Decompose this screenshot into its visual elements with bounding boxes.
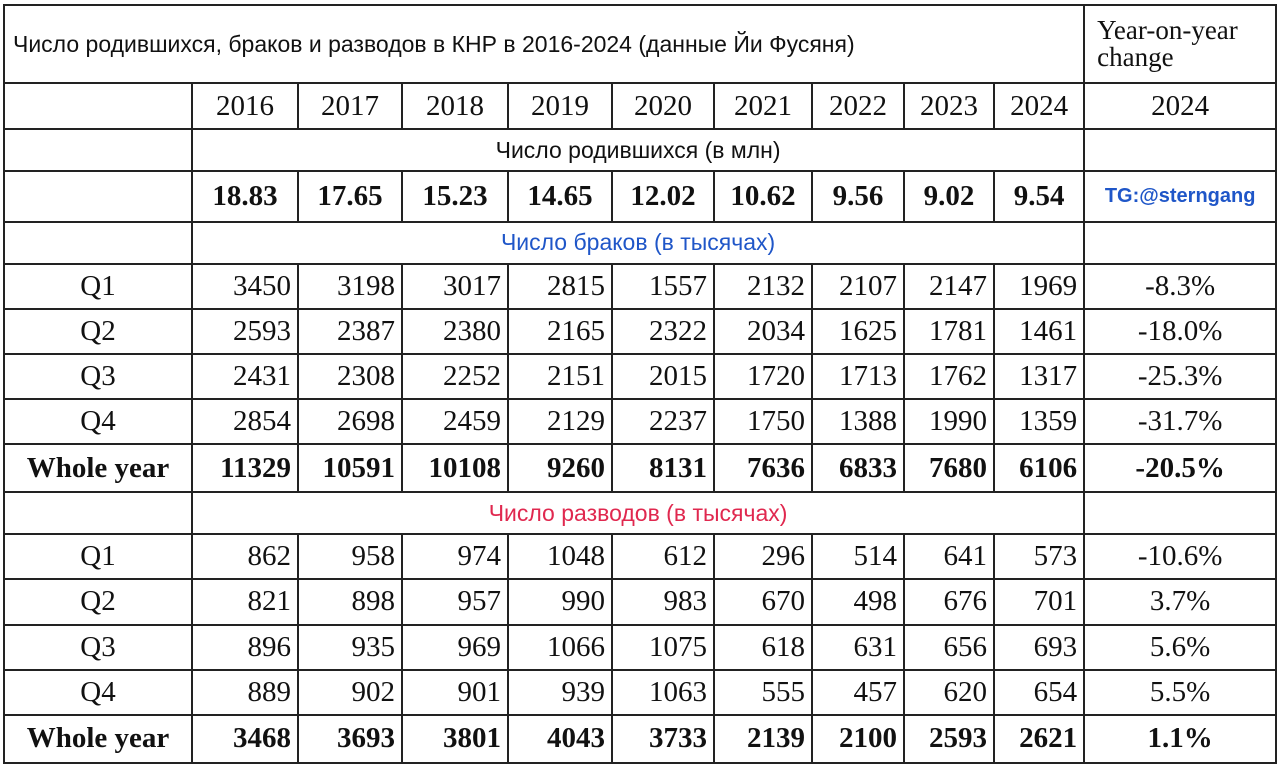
value-cell: 2015 [612,354,714,399]
value-cell: 935 [298,625,402,670]
value-cell: 889 [192,670,298,715]
value-cell: 701 [994,579,1084,624]
births-section-title: Число родившихся (в млн) [192,129,1084,171]
value-cell: 1781 [904,309,994,354]
yoy-change-cell: 5.6% [1084,625,1276,670]
value-cell: 896 [192,625,298,670]
year-header: 2020 [612,83,714,129]
births-value: 18.83 [192,171,298,221]
yoy-change-cell: -10.6% [1084,534,1276,579]
table-title: Число родившихся, браков и разводов в КНР в 2016-2024 (данные Йи Фусяня) [4,5,1084,83]
value-cell: 7636 [714,444,812,492]
births-value: 9.54 [994,171,1084,221]
value-cell: 1762 [904,354,994,399]
value-cell: 3733 [612,715,714,763]
divorces-section-row [4,492,1276,534]
yoy-change-cell: -31.7% [1084,399,1276,444]
value-cell: 902 [298,670,402,715]
row-label: Q4 [4,670,192,715]
row-label: Q2 [4,309,192,354]
divorces-section-title: Число разводов (в тысячах) [192,492,1084,534]
births-section-row [4,129,1276,171]
empty-cell [4,492,192,534]
value-cell: 693 [994,625,1084,670]
value-cell: 1969 [994,264,1084,309]
value-cell: 2593 [192,309,298,354]
divorces-quarter-row [4,670,1276,715]
divorces-quarter-row [4,534,1276,579]
value-cell: 969 [402,625,508,670]
year-header: 2022 [812,83,904,129]
births-value: 9.02 [904,171,994,221]
value-cell: 2100 [812,715,904,763]
value-cell: 990 [508,579,612,624]
value-cell: 6106 [994,444,1084,492]
value-cell: 2621 [994,715,1084,763]
row-label: Whole year [4,444,192,492]
row-label: Q4 [4,399,192,444]
value-cell: 2308 [298,354,402,399]
value-cell: 3693 [298,715,402,763]
value-cell: 2107 [812,264,904,309]
value-cell: 676 [904,579,994,624]
value-cell: 2151 [508,354,612,399]
value-cell: 3450 [192,264,298,309]
row-label: Q1 [4,264,192,309]
value-cell: 654 [994,670,1084,715]
value-cell: 957 [402,579,508,624]
value-cell: 1990 [904,399,994,444]
value-cell: 11329 [192,444,298,492]
value-cell: 958 [298,534,402,579]
value-cell: 631 [812,625,904,670]
marriages-section-title: Число браков (в тысячах) [192,222,1084,264]
value-cell: 2431 [192,354,298,399]
value-cell: 7680 [904,444,994,492]
value-cell: 641 [904,534,994,579]
value-cell: 2593 [904,715,994,763]
value-cell: 2322 [612,309,714,354]
yoy-change-cell: -8.3% [1084,264,1276,309]
empty-cell [1084,492,1276,534]
births-value: 12.02 [612,171,714,221]
value-cell: 2237 [612,399,714,444]
year-header: 2018 [402,83,508,129]
value-cell: 974 [402,534,508,579]
value-cell: 1066 [508,625,612,670]
value-cell: 296 [714,534,812,579]
value-cell: 1317 [994,354,1084,399]
value-cell: 1625 [812,309,904,354]
yoy-change-cell: -20.5% [1084,444,1276,492]
value-cell: 2380 [402,309,508,354]
value-cell: 2698 [298,399,402,444]
marriages-quarter-row [4,309,1276,354]
marriages-quarter-row [4,264,1276,309]
value-cell: 1713 [812,354,904,399]
value-cell: 3801 [402,715,508,763]
value-cell: 2815 [508,264,612,309]
value-cell: 821 [192,579,298,624]
row-label: Q3 [4,625,192,670]
value-cell: 514 [812,534,904,579]
yoy-year-header: 2024 [1084,83,1276,129]
value-cell: 939 [508,670,612,715]
value-cell: 2854 [192,399,298,444]
divorces-quarter-row [4,625,1276,670]
value-cell: 3198 [298,264,402,309]
value-cell: 1048 [508,534,612,579]
empty-cell [4,222,192,264]
value-cell: 3017 [402,264,508,309]
value-cell: 2165 [508,309,612,354]
value-cell: 898 [298,579,402,624]
year-header: 2017 [298,83,402,129]
value-cell: 457 [812,670,904,715]
value-cell: 2459 [402,399,508,444]
value-cell: 10108 [402,444,508,492]
value-cell: 1461 [994,309,1084,354]
row-label: Q2 [4,579,192,624]
births-value: 15.23 [402,171,508,221]
births-value: 17.65 [298,171,402,221]
yoy-change-cell: -25.3% [1084,354,1276,399]
year-header: 2019 [508,83,612,129]
value-cell: 1063 [612,670,714,715]
value-cell: 9260 [508,444,612,492]
value-cell: 1359 [994,399,1084,444]
births-value: 10.62 [714,171,812,221]
yoy-header: Year-on-year change [1084,5,1276,83]
value-cell: 862 [192,534,298,579]
divorces-total-row [4,715,1276,763]
value-cell: 1720 [714,354,812,399]
marriages-quarter-row [4,354,1276,399]
value-cell: 8131 [612,444,714,492]
title-row [4,5,1276,83]
empty-cell [4,171,192,221]
yoy-change-cell: -18.0% [1084,309,1276,354]
empty-cell [1084,222,1276,264]
year-header: 2024 [994,83,1084,129]
births-value: 14.65 [508,171,612,221]
demographics-table [3,4,1277,764]
marriages-quarter-row [4,399,1276,444]
value-cell: 4043 [508,715,612,763]
value-cell: 2252 [402,354,508,399]
value-cell: 656 [904,625,994,670]
value-cell: 1750 [714,399,812,444]
years-row [4,83,1276,129]
births-value: 9.56 [812,171,904,221]
value-cell: 2034 [714,309,812,354]
empty-cell [4,129,192,171]
value-cell: 2129 [508,399,612,444]
value-cell: 6833 [812,444,904,492]
value-cell: 555 [714,670,812,715]
divorces-quarter-row [4,579,1276,624]
yoy-change-cell: 5.5% [1084,670,1276,715]
births-values-row [4,171,1276,221]
value-cell: 498 [812,579,904,624]
value-cell: 2139 [714,715,812,763]
value-cell: 10591 [298,444,402,492]
value-cell: 670 [714,579,812,624]
value-cell: 2387 [298,309,402,354]
value-cell: 1557 [612,264,714,309]
value-cell: 1388 [812,399,904,444]
row-label: Q1 [4,534,192,579]
value-cell: 2147 [904,264,994,309]
year-header: 2023 [904,83,994,129]
empty-cell [1084,129,1276,171]
corner-cell [4,83,192,129]
marriages-section-row [4,222,1276,264]
marriages-total-row [4,444,1276,492]
watermark-text: TG:@sterngang [1084,171,1276,221]
year-header: 2021 [714,83,812,129]
row-label: Q3 [4,354,192,399]
value-cell: 618 [714,625,812,670]
value-cell: 573 [994,534,1084,579]
value-cell: 2132 [714,264,812,309]
value-cell: 612 [612,534,714,579]
yoy-change-cell: 3.7% [1084,579,1276,624]
value-cell: 901 [402,670,508,715]
value-cell: 3468 [192,715,298,763]
value-cell: 983 [612,579,714,624]
year-header: 2016 [192,83,298,129]
row-label: Whole year [4,715,192,763]
value-cell: 620 [904,670,994,715]
value-cell: 1075 [612,625,714,670]
yoy-change-cell: 1.1% [1084,715,1276,763]
